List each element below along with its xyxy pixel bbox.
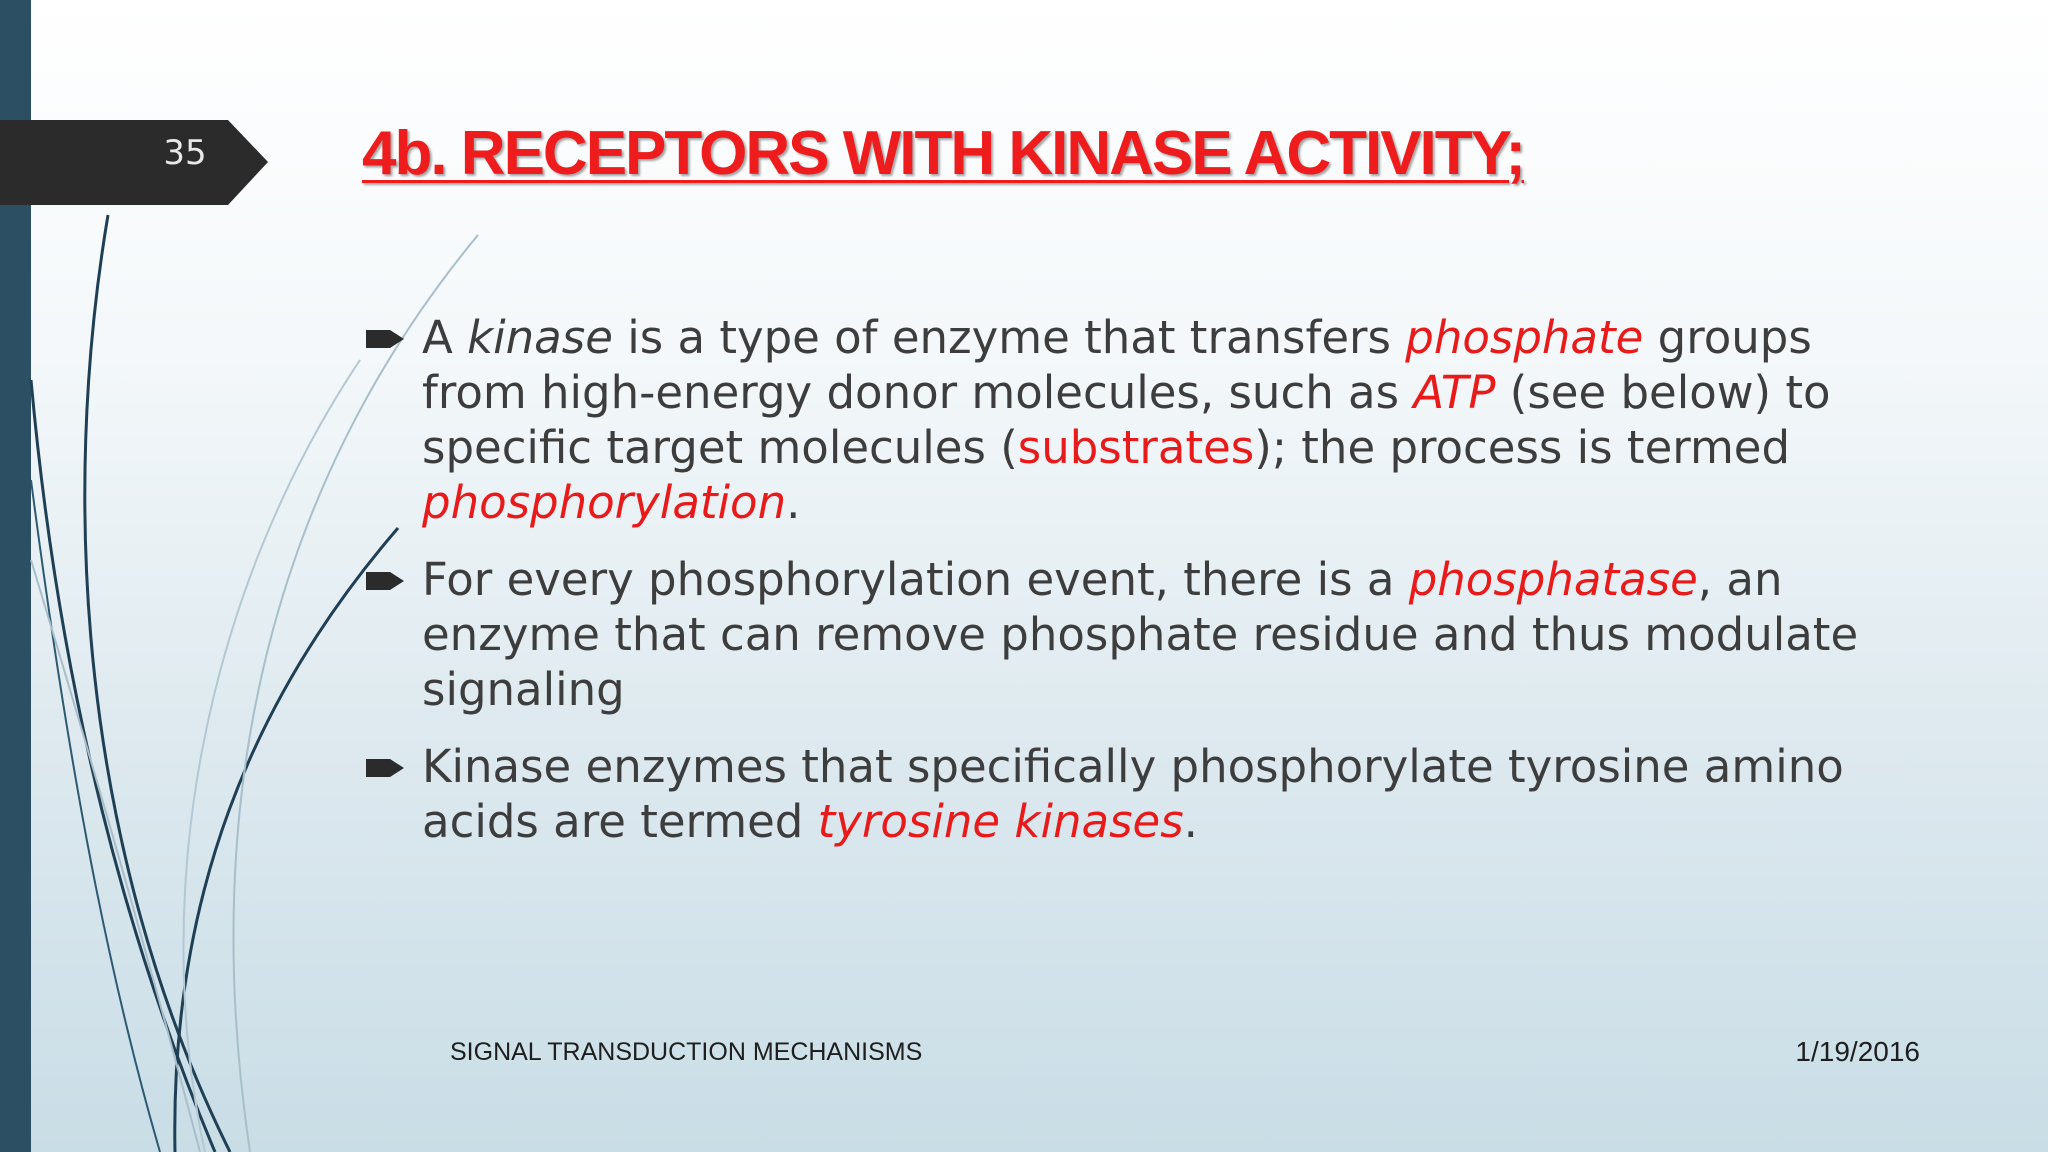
footer-title: SIGNAL TRANSDUCTION MECHANISMS [450, 1038, 923, 1066]
bullet-item-kinase [362, 310, 1902, 530]
arrow-bullet-icon [364, 755, 406, 781]
bullet-text: (see below) to specific target molecules ( [422, 366, 1831, 474]
slide-number: 35 [163, 133, 207, 173]
term-phosphate: phosphate [1405, 311, 1644, 364]
arrow-bullet-icon [364, 568, 406, 594]
term-tyrosine-kinases: tyrosine kinases [817, 795, 1184, 848]
bullet-text: . [786, 476, 801, 529]
term-kinase: kinase [467, 311, 613, 364]
term-substrates: substrates [1017, 421, 1255, 474]
arrow-bullet-icon [364, 326, 406, 352]
bullet-item-tyrosine-kinases [362, 739, 1902, 849]
footer-date: 1/19/2016 [1795, 1036, 1920, 1067]
slide-title: 4b. RECEPTORS WITH KINASE ACTIVITY; [362, 119, 1525, 188]
bullet-list [362, 310, 1902, 871]
term-atp: ATP [1413, 366, 1496, 419]
bullet-text: Kinase enzymes that specifically phosphorylate tyrosine amino acids are termed [422, 740, 1844, 848]
term-phosphatase: phosphatase [1408, 553, 1698, 606]
bullet-text: groups from high-energy donor molecules, such as [422, 311, 1812, 419]
bullet-text: is a type of enzyme that transfers [612, 311, 1406, 364]
bullet-text: , an enzyme that can remove phosphate residue and thus modulate signaling [422, 553, 1859, 716]
bullet-text: For every phosphorylation event, there is a [422, 553, 1409, 606]
bullet-text: . [1183, 795, 1198, 848]
bullet-text: A [422, 311, 468, 364]
term-phosphorylation: phosphorylation [422, 476, 787, 529]
bullet-text: ); the process is termed [1254, 421, 1791, 474]
bullet-item-phosphatase [362, 552, 1902, 717]
